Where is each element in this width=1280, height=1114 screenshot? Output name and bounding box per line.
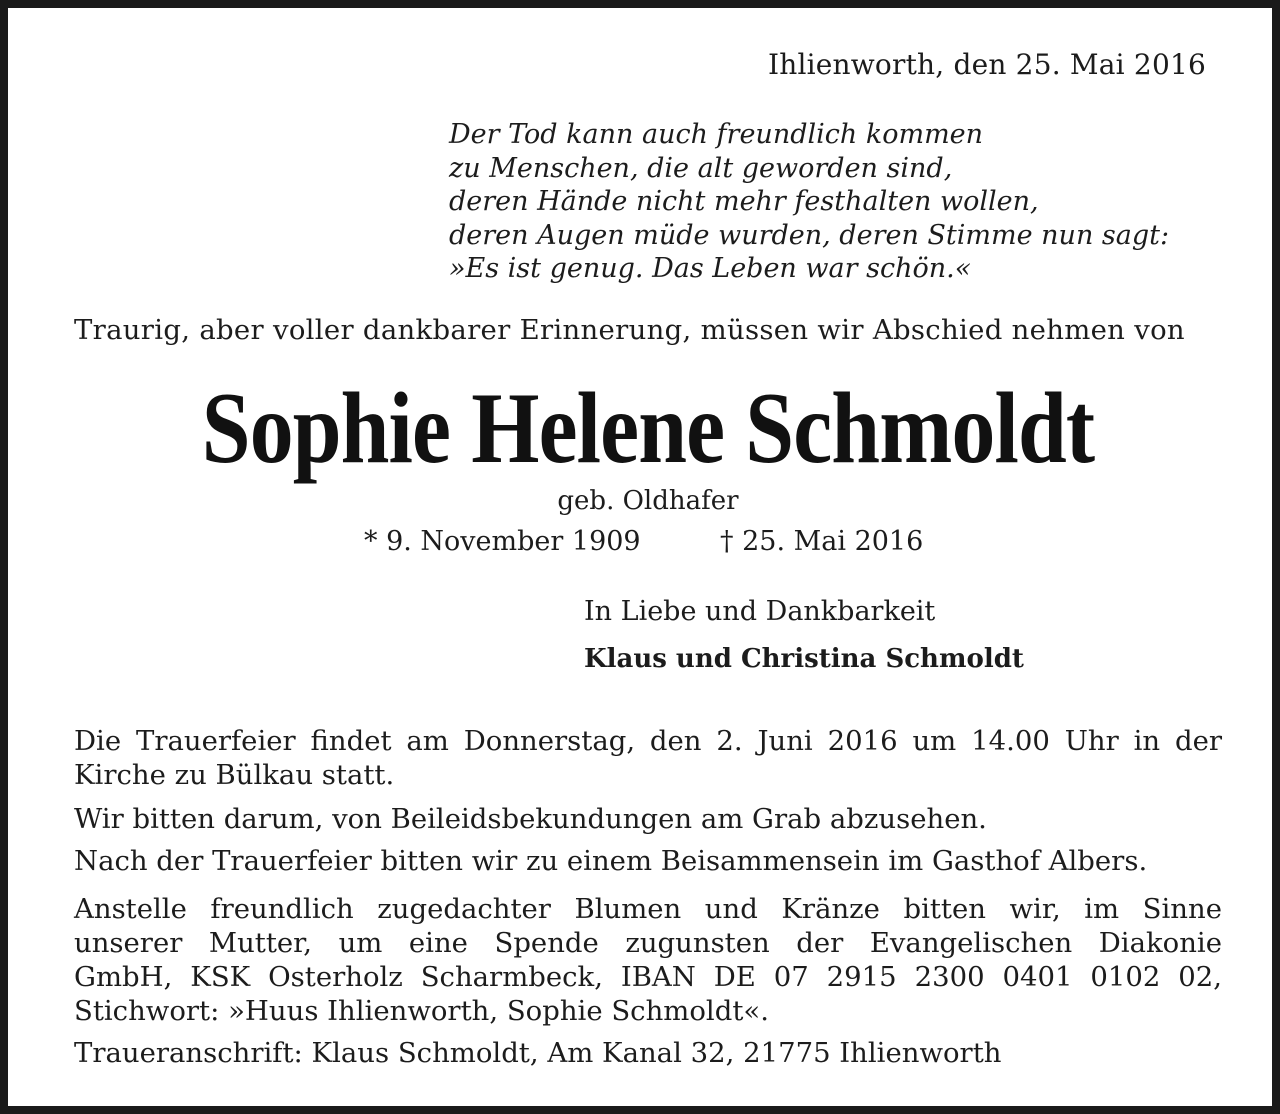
funeral-notice-line: Kirche zu Bülkau statt. — [74, 759, 395, 791]
poem-line: »Es ist genug. Das Leben war schön.« — [449, 253, 972, 284]
gathering-notice: Nach der Trauerfeier bitten wir zu einem Beisammensein im Gasthof Albers. — [74, 845, 1148, 877]
donation-notice-line: Stichwort: »Huus Ihlienworth, Sophie Schmoldt«. — [74, 995, 769, 1027]
funeral-notice-line: Die Trauerfeier findet am Donnerstag, den 2. Juni 2016 um 14.00 Uhr in der — [74, 725, 1222, 757]
poem — [449, 118, 1169, 286]
deceased-name: Sophie Helene Schmoldt — [201, 372, 1095, 485]
death-date: † 25. Mai 2016 — [720, 526, 924, 557]
poem-line: zu Menschen, die alt geworden sind, — [449, 152, 953, 184]
poem-line: Der Tod kann auch freundlich kommen — [449, 119, 984, 150]
family-signature: Klaus und Christina Schmoldt — [584, 644, 1024, 674]
condolence-notice: Wir bitten darum, von Beileidsbekundungen am Grab abzusehen. — [74, 803, 987, 835]
birth-date: * 9. November 1909 — [364, 526, 641, 557]
funeral-notice — [74, 724, 1222, 792]
mourning-address: Traueranschrift: Klaus Schmoldt, Am Kanal 32, 21775 Ihlienworth — [74, 1037, 1002, 1069]
intro-text: Traurig, aber voller dankbarer Erinnerung, müssen wir Abschied nehmen von — [74, 314, 1185, 346]
donation-notice-line: GmbH, KSK Osterholz Scharmbeck, IBAN DE 07 2915 2300 0401 0102 02, — [74, 961, 1222, 993]
birth-name: geb. Oldhafer — [557, 486, 739, 516]
donation-notice — [74, 892, 1222, 1028]
closing-line: In Liebe und Dankbarkeit — [584, 596, 936, 627]
poem-line: deren Augen müde wurden, deren Stimme nun sagt: — [449, 219, 1170, 251]
dateline: Ihlienworth, den 25. Mai 2016 — [767, 48, 1206, 81]
donation-notice-line: unserer Mutter, um eine Spende zugunsten der Evangelischen Diakonie — [74, 927, 1222, 959]
poem-line: deren Hände nicht mehr festhalten wollen, — [449, 186, 1039, 217]
donation-notice-line: Anstelle freundlich zugedachter Blumen und Kränze bitten wir, im Sinne — [74, 893, 1222, 925]
